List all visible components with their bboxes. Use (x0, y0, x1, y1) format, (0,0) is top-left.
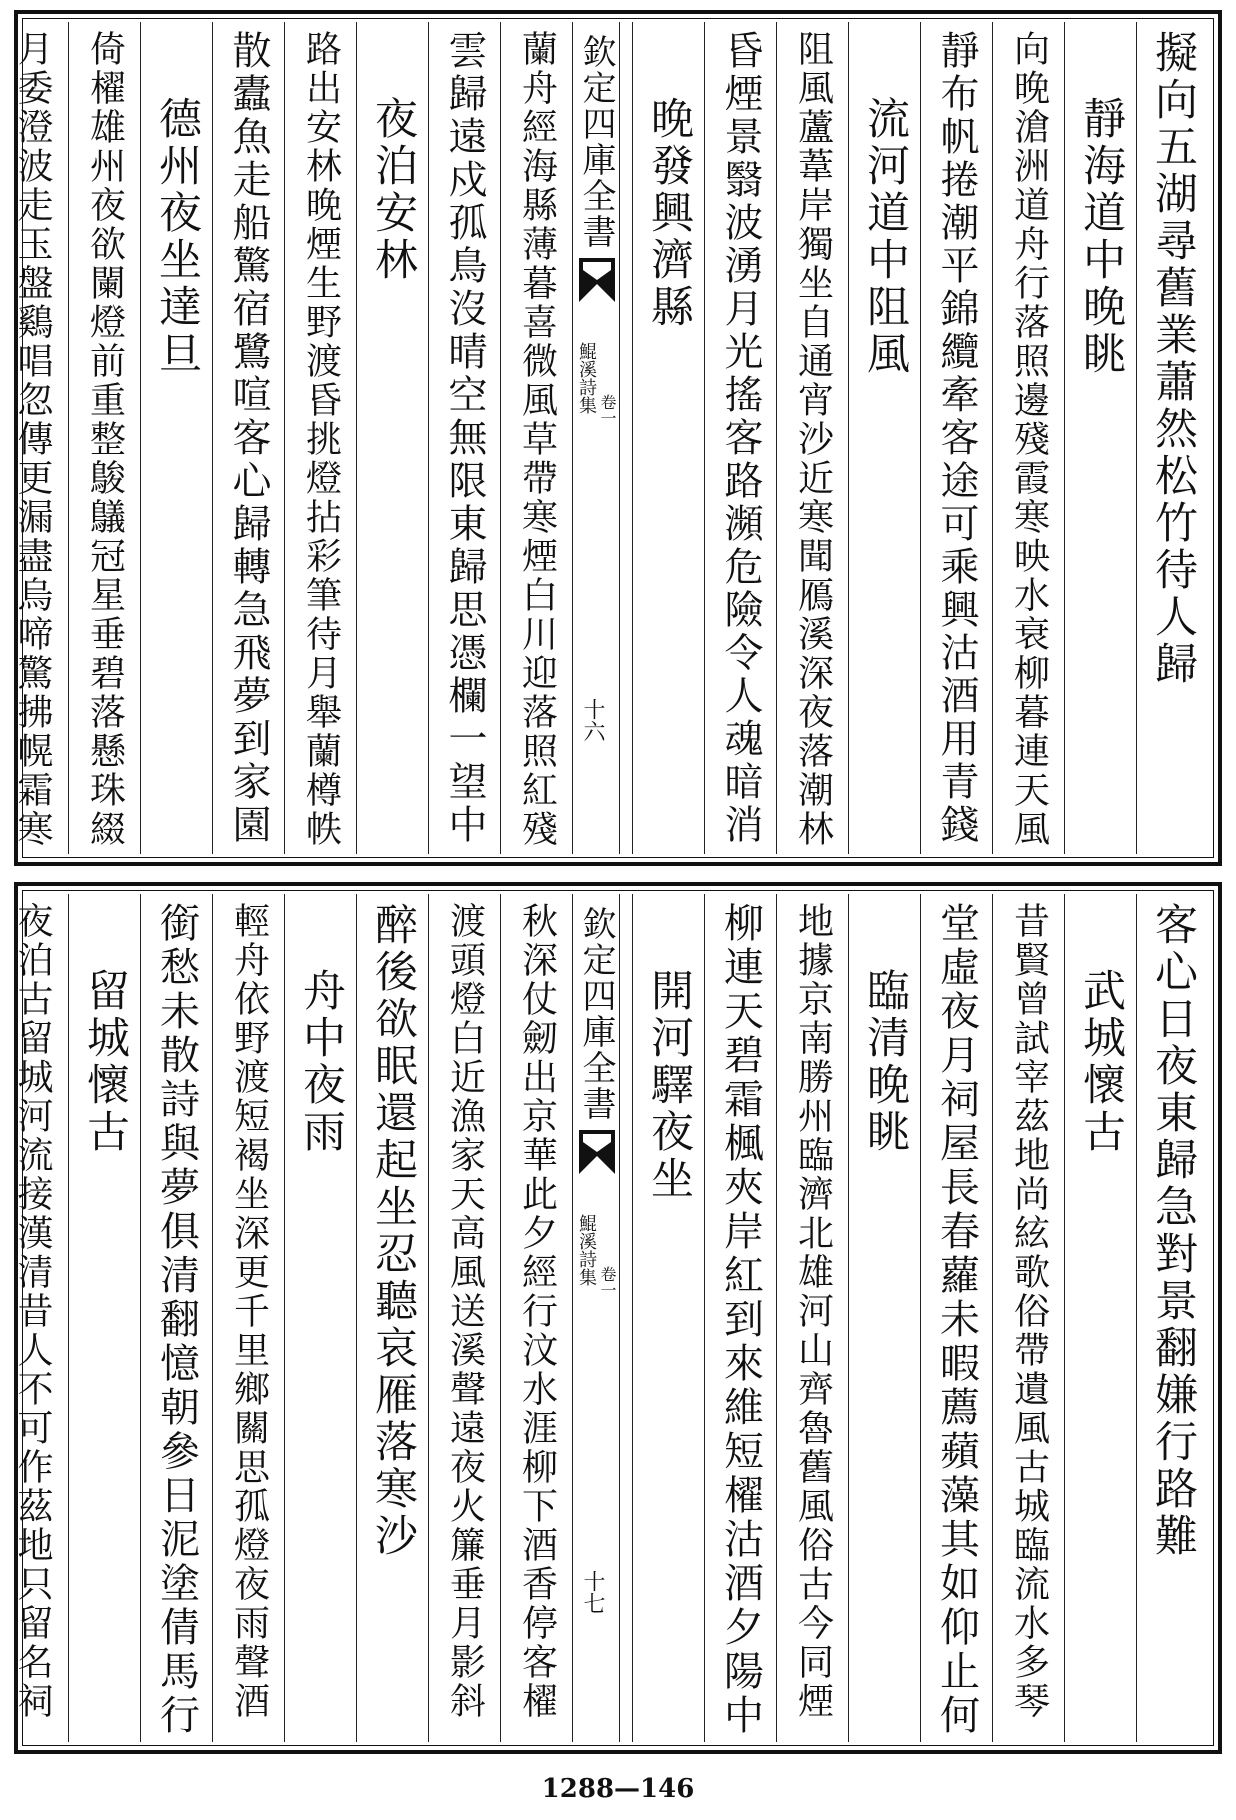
text-column (356, 894, 428, 1742)
poem-title: 開河驛夜坐 (644, 968, 694, 1203)
page-upper (14, 10, 1222, 866)
text-column (1136, 894, 1208, 1742)
text-column (632, 894, 704, 1742)
text-column (776, 894, 848, 1742)
text-column (68, 894, 140, 1742)
verse-line: 柳連天碧霜楓夾岸紅到來維短櫂沽酒夕陽中 (717, 902, 764, 1738)
juan-number: 卷一 (598, 394, 617, 426)
verse-line: 擬向五湖尋舊業蕭然松竹待人歸 (1148, 30, 1198, 688)
fishtail-mark-icon (579, 258, 615, 302)
verse-line: 靜布帆捲潮平錦纜牽客途可乘興沽酒用青錢 (934, 30, 979, 847)
verse-line: 夜泊古留城河流接漢清昔人不可作茲地只留名祠 (12, 902, 53, 1721)
verse-line: 銜愁未散詩與夢俱清翻憶朝參日泥塗倩馬行 (153, 902, 200, 1738)
text-column (500, 22, 572, 854)
poem-title: 舟中夜雨 (296, 968, 346, 1156)
text-column (284, 894, 356, 1742)
verse-line: 堂虛夜月祠屋長春蘿未暇薦蘋藻其如仰止何 (933, 902, 980, 1738)
text-column (356, 22, 428, 854)
poem-title: 晚發興濟縣 (644, 96, 694, 331)
text-column (920, 22, 992, 854)
text-column (0, 22, 68, 854)
verse-line: 雲歸遠戍孤鳥沒晴空無限東歸思憑欄一望中 (442, 30, 487, 847)
text-column (992, 894, 1064, 1742)
verse-line: 昔賢曾試宰茲地尚絃歌俗帶遺風古城臨流水多琴 (1008, 902, 1050, 1721)
text-column (992, 22, 1064, 854)
poem-title: 靜海道中晚眺 (1076, 96, 1126, 378)
series-title: 欽定四庫全書 (576, 34, 616, 250)
verse-line: 散蠹魚走船驚宿鷺喧客心歸轉急飛夢到家園 (226, 30, 271, 847)
verse-line: 輕舟依野渡短褐坐深更千里鄉關思孤燈夜雨聲酒 (228, 902, 270, 1721)
verse-line: 秋深仗劒出京華此夕經行汶水涯柳下酒香停客櫂 (516, 902, 558, 1721)
text-column (500, 894, 572, 1742)
text-column (140, 22, 212, 854)
verse-line: 昏煙景翳波湧月光搖客路瀕危險令人魂暗消 (718, 30, 763, 847)
poem-title: 武城懷古 (1076, 968, 1126, 1156)
verse-line: 倚櫂雄州夜欲闌燈前重整鵔鸃冠星垂碧落懸珠綴 (84, 30, 126, 849)
text-column (704, 22, 776, 854)
text-column (1064, 894, 1136, 1742)
page-number: 十六 (580, 698, 605, 742)
text-column (920, 894, 992, 1742)
text-column (848, 894, 920, 1742)
center-fold-column (572, 894, 632, 1742)
verse-line: 客心日夜東歸急對景翻嫌行路難 (1148, 902, 1198, 1560)
series-title: 欽定四庫全書 (576, 906, 616, 1122)
poem-title: 流河道中阻風 (860, 96, 910, 378)
verse-line: 地據京南勝州臨濟北雄河山齊魯舊風俗古今同煙 (792, 902, 834, 1721)
verse-line: 路出安林晚煙生野渡昏挑燈拈彩筆待月舉蘭樽帙 (300, 30, 342, 849)
verse-line: 月委澄波走玉盤鷄唱忽傳更漏盡烏啼驚拂幌霜寒 (12, 30, 53, 849)
verse-line: 蘭舟經海縣薄暮喜微風草帶寒煙白川迎落照紅殘 (516, 30, 558, 849)
text-column (848, 22, 920, 854)
text-column (284, 22, 356, 854)
text-column (68, 22, 140, 854)
fishtail-mark-icon (579, 1130, 615, 1174)
verse-line: 阻風蘆葦岸獨坐自通宵沙近寒聞鴈溪深夜落潮林 (792, 30, 834, 849)
footer-page-code: 1288—146 (541, 1774, 695, 1804)
text-column (776, 22, 848, 854)
text-column (704, 894, 776, 1742)
juan-number: 卷一 (598, 1266, 617, 1298)
book-title: 鯤溪詩集 (576, 342, 597, 414)
center-fold-column (572, 22, 632, 854)
text-column (212, 894, 284, 1742)
book-title: 鯤溪詩集 (576, 1214, 597, 1286)
text-column (632, 22, 704, 854)
poem-title: 留城懷古 (80, 968, 130, 1156)
poem-title: 夜泊安林 (368, 96, 418, 284)
text-column (1136, 22, 1208, 854)
text-column (0, 894, 68, 1742)
poem-title: 德州夜坐達旦 (152, 96, 202, 378)
text-column (1064, 22, 1136, 854)
verse-line: 向晚滄洲道舟行落照邊殘霞寒映水衰柳暮連天風 (1008, 30, 1050, 849)
text-column (212, 22, 284, 854)
text-column (428, 22, 500, 854)
verse-line: 渡頭燈白近漁家天高風送溪聲遠夜火簾垂月影斜 (444, 902, 486, 1721)
page-lower (14, 882, 1222, 1754)
page-number: 十七 (580, 1570, 605, 1614)
poem-title: 臨清晚眺 (860, 968, 910, 1156)
text-column (428, 894, 500, 1742)
verse-line: 醉後欲眠還起坐忍聽哀雁落寒沙 (368, 902, 418, 1560)
text-column (140, 894, 212, 1742)
